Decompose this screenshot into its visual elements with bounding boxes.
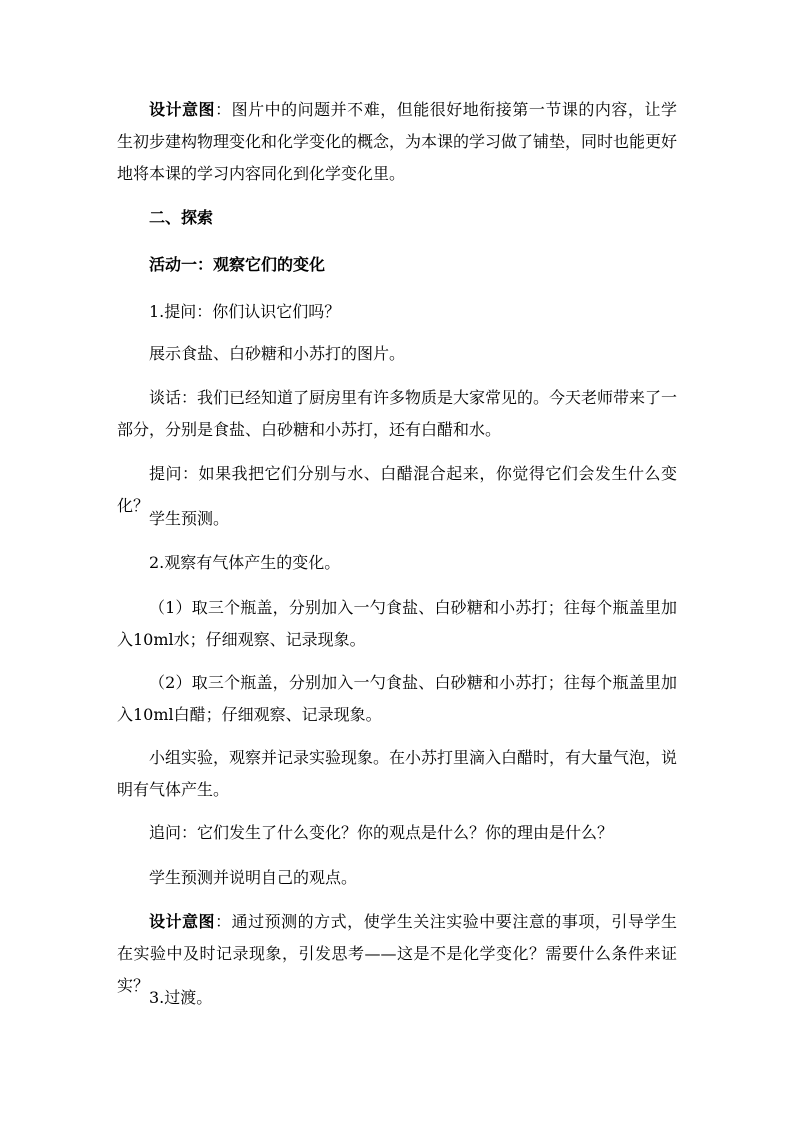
ask-paragraph: 提问：如果我把它们分别与水、白醋混合起来，你觉得它们会发生什么变化？ — [117, 464, 677, 515]
step-2: （2）取三个瓶盖，分别加入一勺食盐、白砂糖和小苏打；往每个瓶盖里加入10ml白醋；仔细观察、记录现象。 — [117, 673, 677, 724]
step-1: （1）取三个瓶盖，分别加入一勺食盐、白砂糖和小苏打；往每个瓶盖里加入10ml水；仔细观察、记录现象。 — [117, 598, 677, 649]
group-experiment: 小组实验，观察并记录实验现象。在小苏打里滴入白醋时，有大量气泡，说明有气体产生。 — [117, 748, 678, 799]
section-title: 二、探索 — [149, 208, 214, 227]
student-predict: 学生预测。 — [149, 509, 230, 528]
question-1: 1.提问：你们认识它们吗？ — [149, 302, 341, 321]
question-3: 3.过渡。 — [149, 988, 213, 1007]
design-intent-text-2: 通过预测的方式，使学生关注实验中要注意的事项，引导学生在实验中及时记录现象，引发思考——这是不是化学变化？需要什么条件来证实？ — [117, 912, 677, 995]
activity-title: 活动一：观察它们的变化 — [149, 255, 326, 274]
design-intent-label-2: 设计意图 — [149, 912, 216, 931]
design-intent-text: 图片中的问题并不难，但能很好地衔接第一节课的内容，让学生初步建构物理变化和化学变化的概念，为本课的学习做了铺垫，同时也能更好地将本课的学习内容同化到化学变化里。 — [117, 100, 678, 183]
design-intent-separator: ： — [215, 100, 232, 119]
follow-up-question: 追问：它们发生了什么变化？你的观点是什么？你的理由是什么？ — [149, 823, 614, 842]
design-intent-paragraph-1 — [117, 94, 677, 190]
design-intent-separator-2: ： — [215, 912, 232, 931]
question-2: 2.观察有气体产生的变化。 — [149, 553, 341, 572]
design-intent-label: 设计意图 — [149, 100, 216, 119]
student-explain: 学生预测并说明自己的观点。 — [149, 868, 358, 887]
show-pictures: 展示食盐、白砂糖和小苏打的图片。 — [149, 344, 406, 363]
talk-paragraph: 谈话：我们已经知道了厨房里有许多物质是大家常见的。今天老师带来了一部分，分别是食盐、白砂糖和小苏打，还有白醋和水。 — [117, 388, 678, 439]
